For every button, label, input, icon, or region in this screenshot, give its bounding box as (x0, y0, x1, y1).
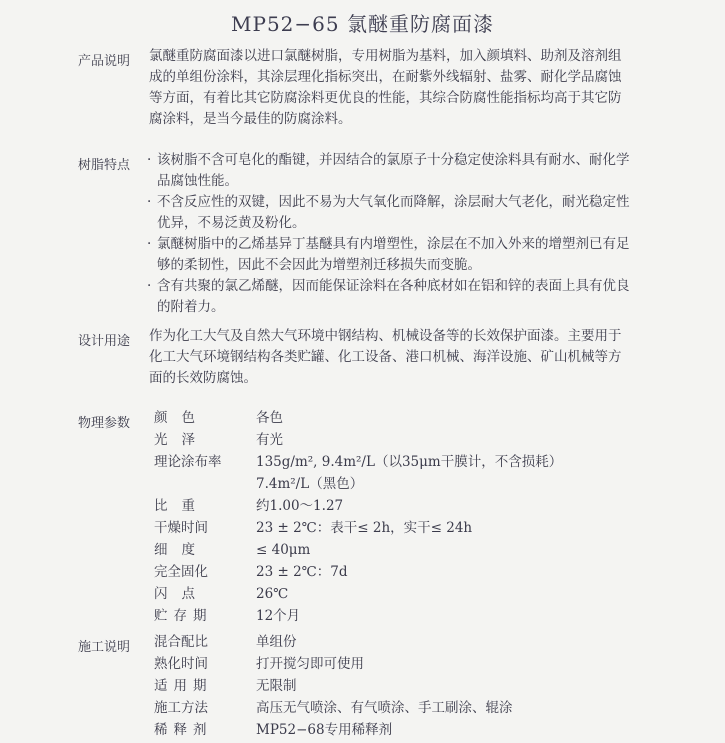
product-line: 等方面，有着比其它防腐涂料更优良的性能，其综合防腐性能指标均高于其它防 (149, 90, 622, 106)
resin-bullet (147, 150, 675, 192)
bullet-line: 氯醚树脂中的乙烯基异丁基醚具有内增塑性，涂层在不加入外来的增塑剂已有足 (157, 236, 630, 252)
prop-value: MP52−68专用稀释剂 (256, 722, 393, 738)
bullet-dot: · (147, 278, 152, 294)
resin-bullet (147, 192, 675, 234)
prop-key: 细度 (154, 542, 209, 558)
prop-key: 稀释剂 (154, 722, 213, 738)
prop-value: ≤ 40μm (256, 542, 311, 558)
bullet-dot: · (147, 152, 152, 168)
prop-key: 光泽 (154, 432, 209, 448)
bullet-line: 品腐蚀性能。 (157, 173, 238, 189)
usage-line: 化工大气环境钢结构各类贮罐、化工设备、港口机械、海洋设施、矿山机械等方 (149, 349, 622, 365)
resin-bullet (147, 234, 675, 276)
prop-value: 各色 (256, 410, 283, 426)
product-line: 腐涂料，是当今最佳的防腐涂料。 (149, 111, 352, 127)
prop-key: 比重 (154, 498, 209, 514)
prop-value: 23 ± 2℃：7d (256, 564, 348, 580)
section-label-application: 施工说明 (78, 640, 131, 655)
section-label-product: 产品说明 (78, 54, 131, 69)
section-label-resin: 树脂特点 (78, 158, 131, 173)
resin-bullet (147, 276, 675, 318)
prop-value: 有光 (256, 432, 283, 448)
prop-key: 混合配比 (154, 634, 208, 650)
prop-value: 26℃ (256, 586, 289, 602)
bullet-line: 含有共聚的氯乙烯醚，因而能保证涂料在各种底材如在铝和锌的表面上具有优良 (157, 278, 630, 294)
bullet-line: 该树脂不含可皂化的酯键，并因结合的氯原子十分稳定使涂料具有耐水、耐化学 (157, 152, 630, 168)
section-label-usage: 设计用途 (78, 334, 131, 349)
usage-line: 作为化工大气及自然大气环境中钢结构、机械设备等的长效保护面漆。主要用于 (149, 328, 622, 344)
product-description (149, 46, 674, 130)
bullet-line: 够的柔韧性，因此不会因此为增塑剂迁移损失而变脆。 (157, 257, 481, 273)
prop-value: 135g/m², 9.4m²/L（以35μm干膜计，不含损耗） (256, 454, 563, 470)
prop-key: 干燥时间 (154, 520, 208, 536)
prop-value: 约1.00～1.27 (256, 498, 344, 514)
prop-key: 适用期 (154, 678, 213, 694)
prop-key: 闪点 (154, 586, 209, 602)
bullet-dot: · (147, 236, 152, 252)
prop-value: 单组份 (256, 634, 297, 650)
prop-value: 12个月 (256, 608, 301, 624)
bullet-line: 不含反应性的双键，因此不易为大气氧化而降解，涂层耐大气老化，耐光稳定性 (157, 194, 630, 210)
prop-key: 理论涂布率 (154, 454, 222, 470)
prop-value: 7.4m²/L（黑色） (256, 476, 364, 492)
prop-value: 高压无气喷涂、有气喷涂、手工刷涂、辊涂 (256, 700, 513, 716)
bullet-line: 优异，不易泛黄及粉化。 (157, 215, 306, 231)
prop-key: 颜色 (154, 410, 209, 426)
prop-key: 贮存期 (154, 608, 213, 624)
bullet-line: 的附着力。 (157, 299, 225, 315)
section-label-physical: 物理参数 (78, 416, 131, 431)
prop-value: 无限制 (256, 678, 297, 694)
prop-key: 熟化时间 (154, 656, 208, 672)
document-title: MP52−65 氯醚重防腐面漆 (231, 12, 494, 36)
product-line: 成的单组份涂料，其涂层理化指标突出，在耐紫外线辐射、盐雾、耐化学品腐蚀 (149, 69, 622, 85)
prop-value: 23 ± 2℃：表干≤ 2h，实干≤ 24h (256, 520, 473, 536)
bullet-dot: · (147, 194, 152, 210)
prop-key: 完全固化 (154, 564, 208, 580)
usage-line: 面的长效防腐蚀。 (149, 370, 257, 386)
product-line: 氯醚重防腐面漆以进口氯醚树脂，专用树脂为基料，加入颜填料、助剂及溶剂组 (149, 48, 622, 64)
prop-key: 施工方法 (154, 700, 208, 716)
usage-description (149, 326, 674, 389)
prop-value: 打开搅匀即可使用 (256, 656, 364, 672)
